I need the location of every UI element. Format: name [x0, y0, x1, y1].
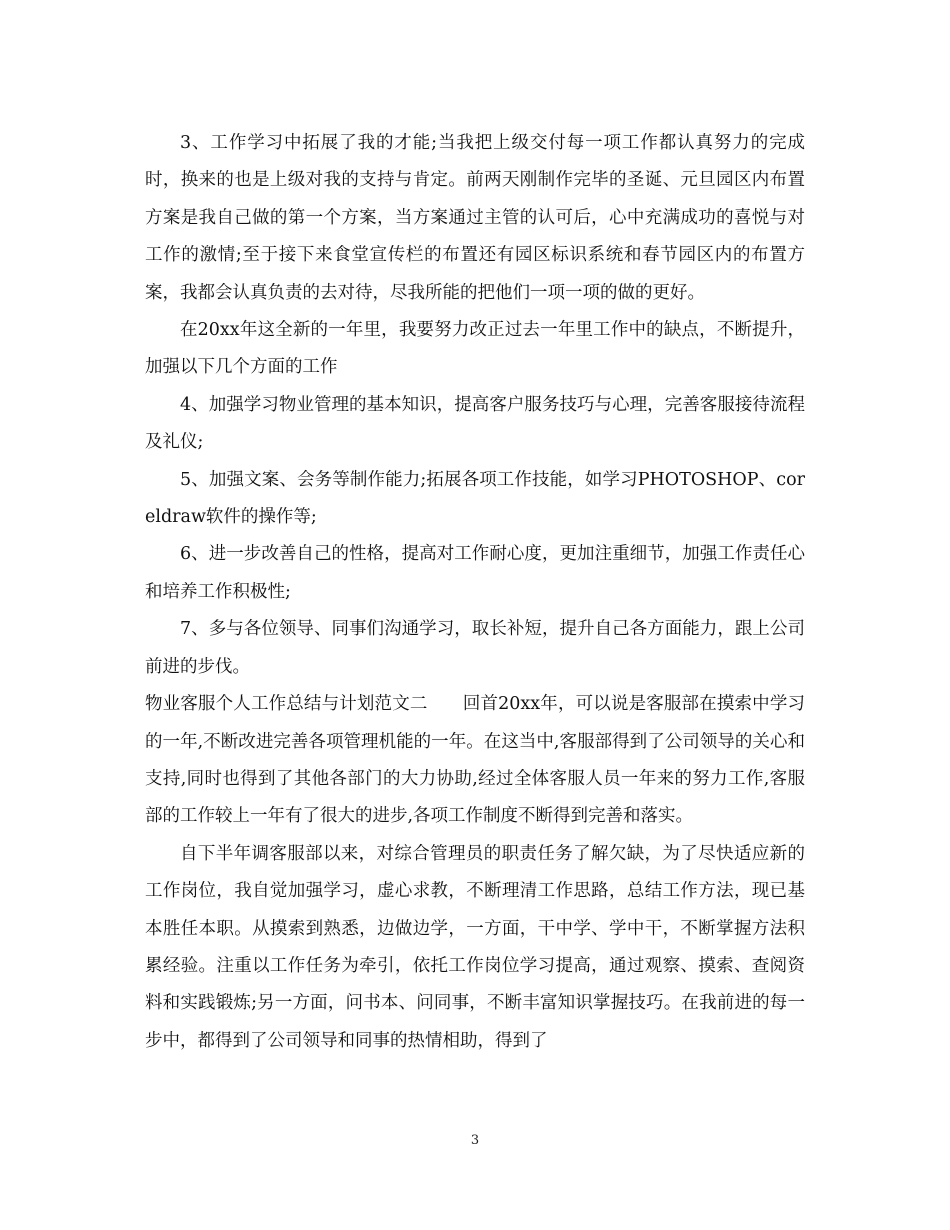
paragraph-second-half-year: 自下半年调客服部以来，对综合管理员的职责任务了解欠缺，为了尽快适应新的工作岗位，我自觉加强学习，虚心求教，不断理清工作思路，总结工作方法，现已基本胜任本职。从摸索到熟悉，边做边学，一方面，干中学、学中干，不断掌握方法积累经验。注重以工作任务为牵引，依托工作岗位学习提高，通过观察、摸索、查阅资料和实践锻炼;另一方面，问书本、问同事，不断丰富知识掌握技巧。在我前进的每一步中，都得到了公司领导和同事的热情相助，得到了	[145, 843, 805, 1051]
paragraph-item-7: 7、多与各位领导、同事们沟通学习，取长补短，提升自己各方面能力，跟上公司前进的步伐。	[145, 619, 805, 677]
paragraph-new-year-plan: 在20xx年这全新的一年里，我要努力改正过去一年里工作中的缺点，不断提升，加强以下几个方面的工作	[145, 320, 805, 378]
document-body	[145, 125, 805, 1060]
paragraph-item-5: 5、加强文案、会务等制作能力;拓展各项工作技能，如学习PHOTOSHOP、coreldraw软件的操作等;	[145, 469, 805, 528]
page-number: 3	[470, 1133, 480, 1148]
paragraph-sample-two: 物业客服个人工作总结与计划范文二 回首20xx年，可以说是客服部在摸索中学习的一年,不断改进完善各项管理机能的一年。在这当中,客服部得到了公司领导的关心和支持,同时也得到了其他各部门的大力协助,经过全体客服人员一年来的努力工作,客服部的工作较上一年有了很大的进步,各项工作制度不断得到完善和落实。	[145, 694, 805, 827]
paragraph-item-3: 3、工作学习中拓展了我的才能;当我把上级交付每一项工作都认真努力的完成时，换来的也是上级对我的支持与肯定。前两天刚制作完毕的圣诞、元旦园区内布置方案是我自己做的第一个方案，当方案通过主管的认可后，心中充满成功的喜悦与对工作的激情;至于接下来食堂宣传栏的布置还有园区标识系统和春节园区内的布置方案，我都会认真负责的去对待，尽我所能的把他们一项一项的做的更好。	[145, 133, 805, 303]
paragraph-item-4: 4、加强学习物业管理的基本知识，提高客户服务技巧与心理，完善客服接待流程及礼仪;	[145, 394, 805, 453]
paragraph-item-6: 6、进一步改善自己的性格，提高对工作耐心度，更加注重细节，加强工作责任心和培养工作积极性;	[145, 544, 805, 602]
